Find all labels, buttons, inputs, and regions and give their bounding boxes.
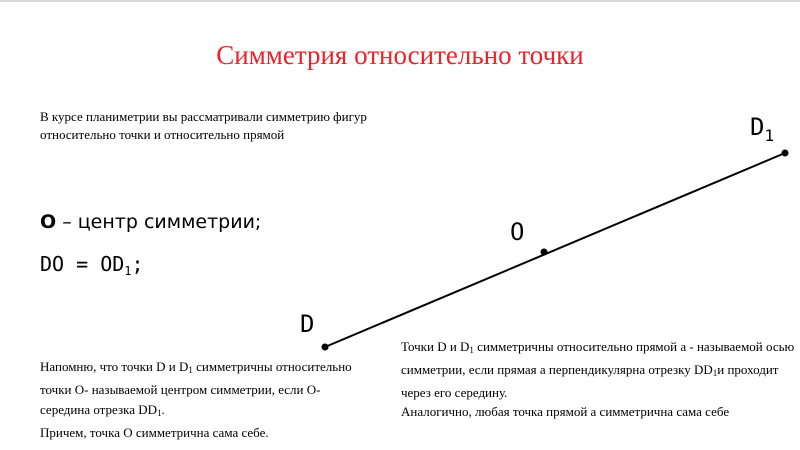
center-symbol: O [40,211,57,233]
note-left-sub1: 1 [188,365,193,375]
note-left-part4: Причем, точка О симметрична сама себе. [40,425,269,440]
note-right [401,337,796,421]
point-d [322,344,329,351]
label-d1-sub: 1 [764,126,775,145]
intro-text: В курсе планиметрии вы рассматривали симметрию фигур относительно точки и относительно прямой [40,109,367,142]
note-left-part2: симметричны относительно точки О- называемой центром симметрии, если О- середина отрезка DD [40,359,352,417]
note-right-sub2: 1 [712,368,718,378]
note-right-part3: и проходит через его середину. [401,362,779,400]
label-d1-main: D [750,113,765,141]
equality-end: ; [131,252,144,276]
note-left-sub2: 1 [157,408,162,418]
note-left-part3: . [161,402,165,417]
note-right-part4: Аналогично, любая точка прямой а симметрична сама себе [401,404,730,419]
note-right-part2: симметричны относительно прямой а - называемой осью симметрии, если прямая а перпендикулярна отрезку DD [401,339,795,377]
label-d: D [300,310,315,338]
note-right-sub1: 1 [469,345,474,355]
equality-subscript: 1 [124,264,132,278]
point-d1 [782,150,789,157]
center-definition-text: – центр симметрии; [56,211,262,233]
equality-text: DO = OD [40,252,125,276]
note-left [40,357,370,443]
label-d1 [750,113,774,145]
note-left-part1: Напомню, что точки D и D [40,359,189,374]
slide-title: Симметрия относительно точки [216,40,584,70]
note-right-part1: Точки D и D [401,339,470,354]
segment-dd1 [325,153,785,347]
label-o: O [510,218,525,246]
point-o [541,249,548,256]
